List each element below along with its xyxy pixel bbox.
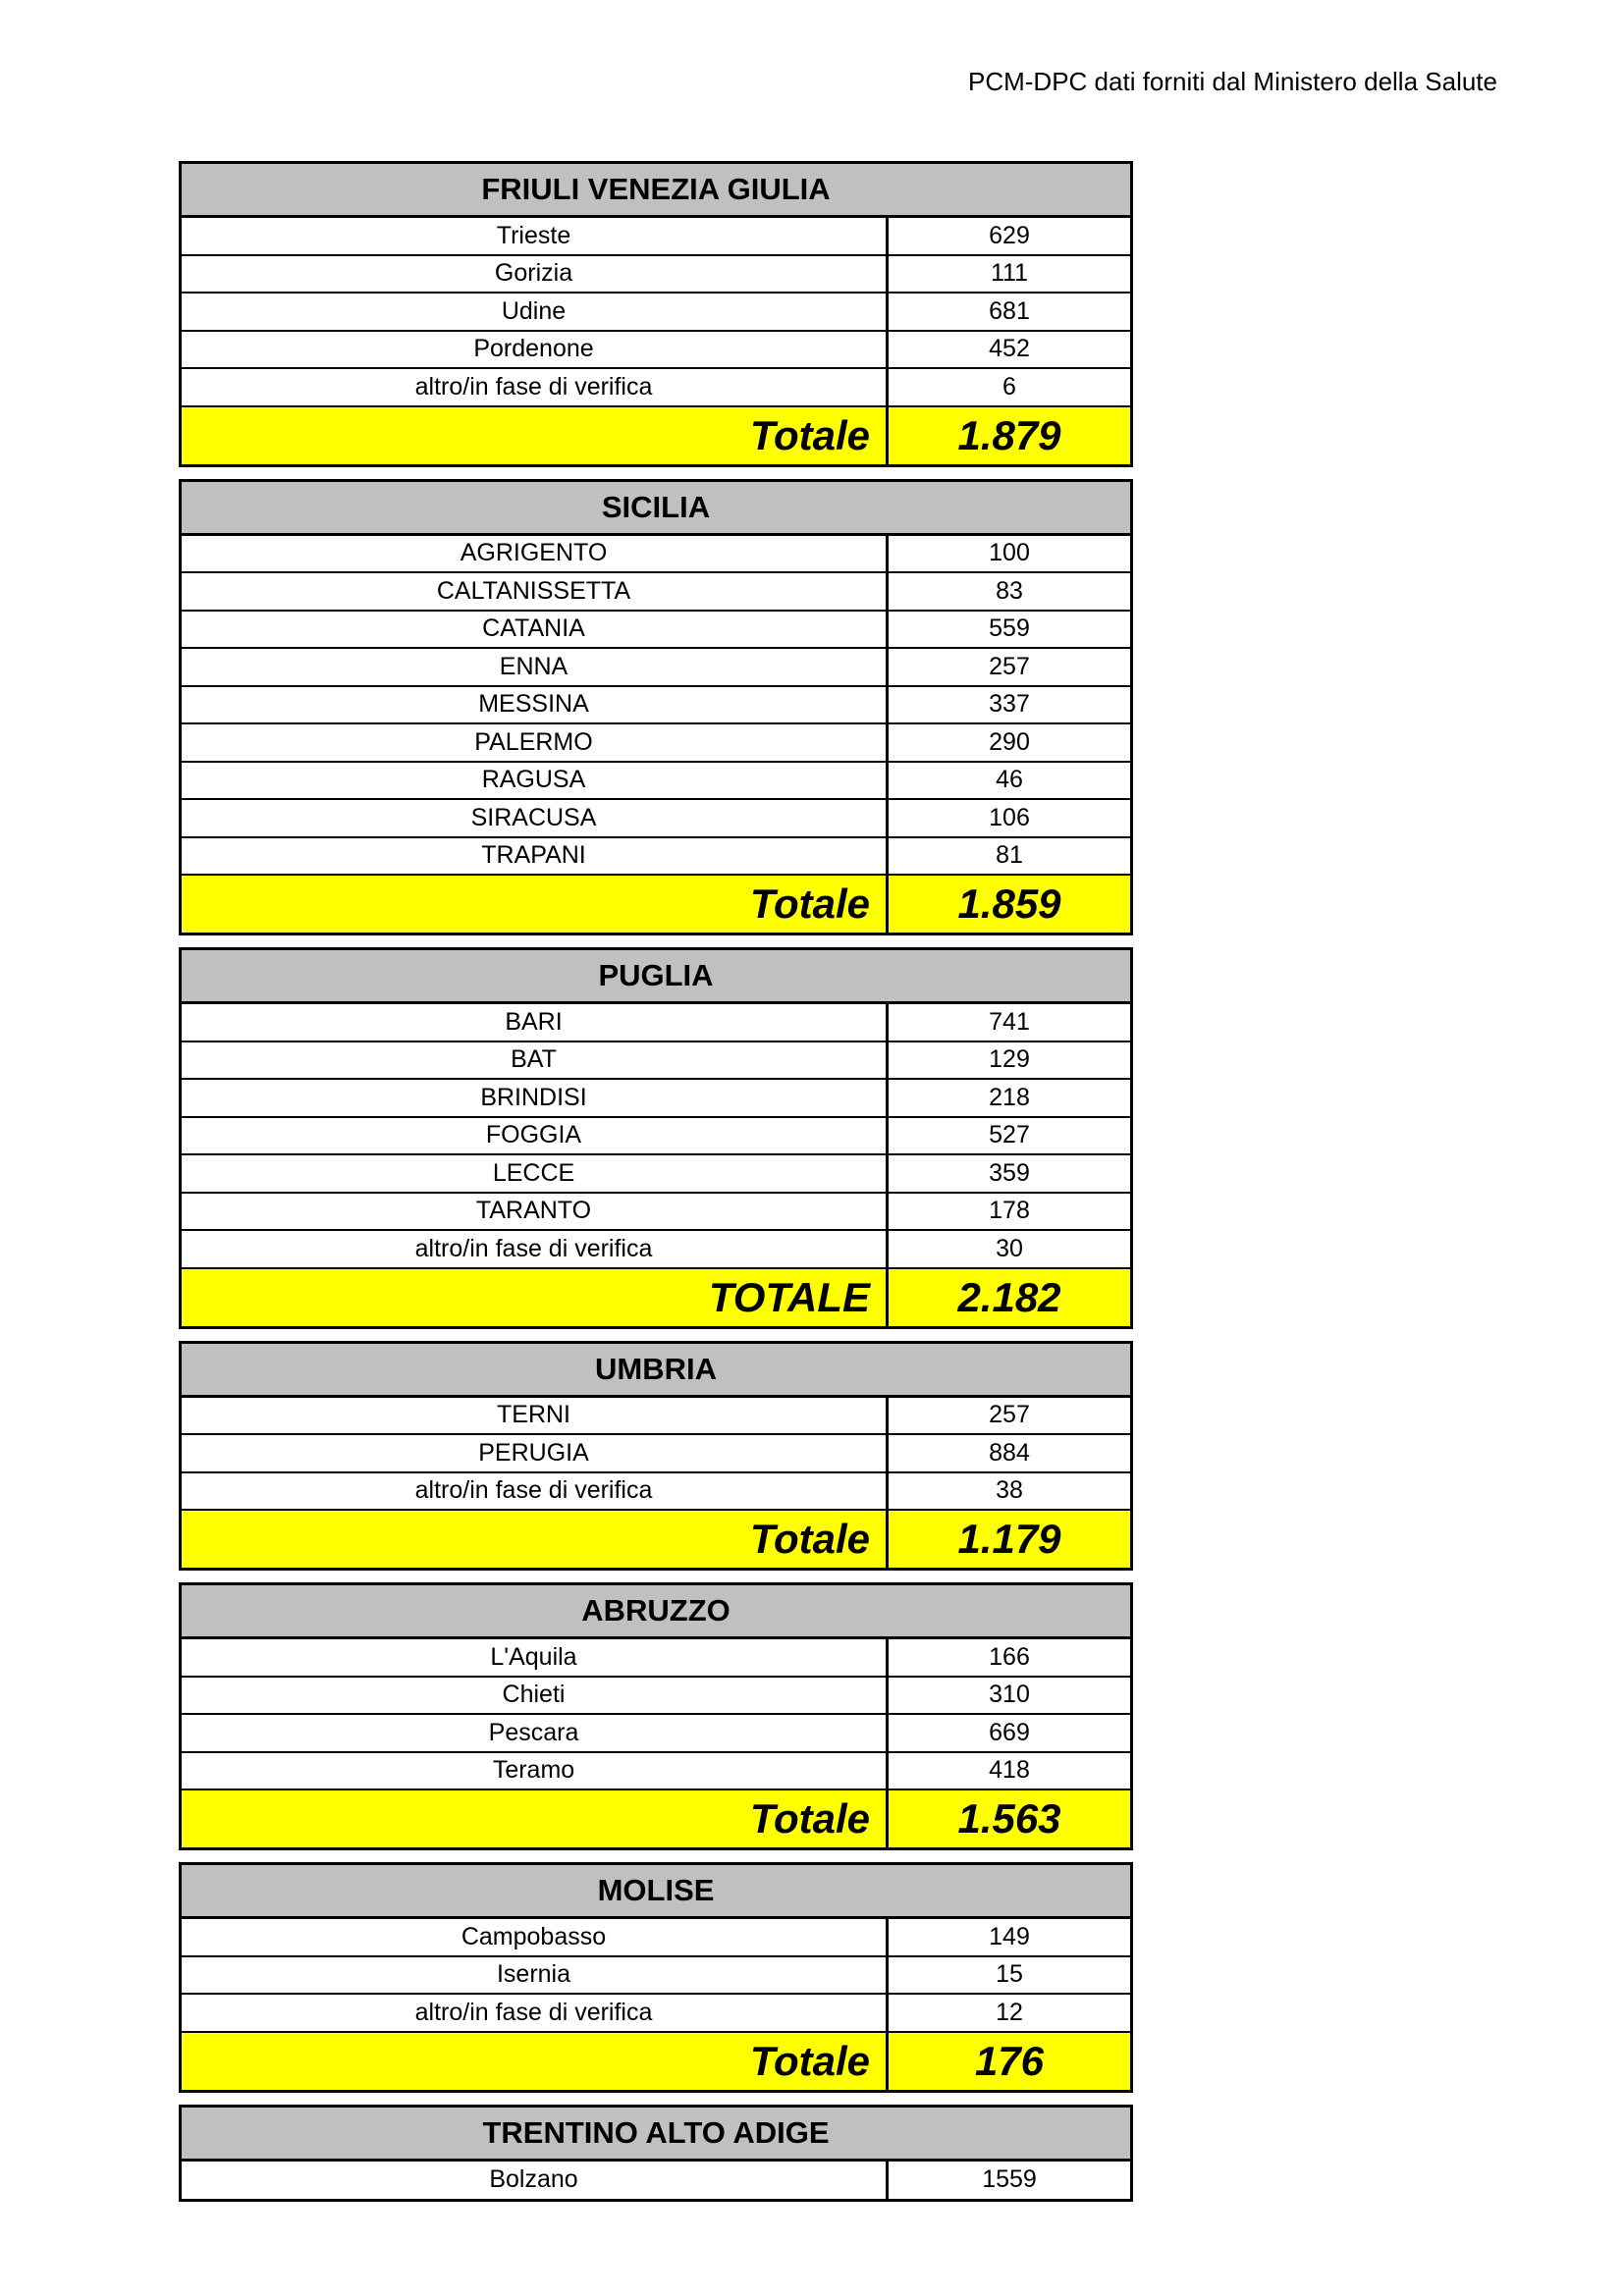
province-name: PALERMO (182, 724, 889, 761)
province-name: BRINDISI (182, 1080, 889, 1116)
table-row (182, 800, 1130, 838)
table-row (182, 1995, 1130, 2033)
case-count: 15 (996, 1960, 1023, 1989)
total-label: Totale (182, 407, 889, 464)
region-title: MOLISE (182, 1865, 1130, 1919)
case-count: 359 (989, 1158, 1030, 1187)
table-row (182, 1957, 1130, 1996)
case-count: 149 (989, 1922, 1030, 1950)
table-row (182, 294, 1130, 332)
total-row (182, 1790, 1130, 1847)
province-name: TERNI (182, 1398, 889, 1434)
table-row (182, 838, 1130, 877)
total-value: 1.859 (957, 881, 1061, 927)
case-count: 1559 (982, 2165, 1037, 2194)
total-value: 176 (974, 2037, 1045, 2084)
table-row (182, 1398, 1130, 1436)
case-count: 257 (989, 652, 1030, 680)
province-name: CATANIA (182, 612, 889, 648)
case-count: 741 (989, 1007, 1030, 1036)
province-name: PERUGIA (182, 1435, 889, 1471)
table-row (182, 1194, 1130, 1232)
case-count: 629 (989, 221, 1030, 249)
province-name: ENNA (182, 649, 889, 685)
region-table (179, 161, 1133, 467)
region-table (179, 1862, 1133, 2093)
case-count: 83 (996, 576, 1023, 605)
table-row (182, 1004, 1130, 1042)
case-count: 218 (989, 1083, 1030, 1111)
province-name: BARI (182, 1004, 889, 1041)
table-row (182, 649, 1130, 687)
total-row (182, 876, 1130, 933)
total-value: 1.879 (957, 411, 1061, 458)
province-name: TRAPANI (182, 838, 889, 875)
case-count: 418 (989, 1756, 1030, 1785)
table-row (182, 1231, 1130, 1269)
table-row (182, 687, 1130, 725)
province-name: Isernia (182, 1957, 889, 1994)
province-name: RAGUSA (182, 763, 889, 799)
case-count: 337 (989, 690, 1030, 719)
province-name: FOGGIA (182, 1118, 889, 1154)
case-count: 178 (989, 1197, 1030, 1225)
province-name: MESSINA (182, 687, 889, 723)
province-name: Gorizia (182, 256, 889, 293)
table-row (182, 369, 1130, 407)
case-count: 106 (989, 803, 1030, 831)
region-title: FRIULI VENEZIA GIULIA (182, 164, 1130, 218)
case-count: 310 (989, 1681, 1030, 1709)
region-table (179, 479, 1133, 936)
table-row (182, 1678, 1130, 1716)
case-count: 46 (996, 766, 1023, 794)
case-count: 669 (989, 1718, 1030, 1746)
case-count: 452 (989, 335, 1030, 363)
table-row (182, 1919, 1130, 1957)
province-name: SIRACUSA (182, 800, 889, 836)
case-count: 166 (989, 1642, 1030, 1671)
case-count: 12 (996, 1998, 1023, 2026)
total-row (182, 1269, 1130, 1326)
case-count: 30 (996, 1234, 1023, 1262)
total-label: Totale (182, 876, 889, 933)
table-row (182, 2162, 1130, 2200)
table-row (182, 573, 1130, 612)
table-row (182, 1042, 1130, 1081)
case-count: 527 (989, 1121, 1030, 1149)
province-name: AGRIGENTO (182, 536, 889, 572)
case-count: 111 (990, 259, 1028, 288)
region-table (179, 1341, 1133, 1572)
source-note: PCM-DPC dati forniti dal Ministero della Salute (968, 67, 1497, 96)
table-row (182, 1753, 1130, 1791)
region-table (179, 2105, 1133, 2203)
total-label: TOTALE (182, 1269, 889, 1326)
table-row (182, 724, 1130, 763)
table-row (182, 763, 1130, 801)
province-name: Bolzano (182, 2162, 889, 2200)
province-name: Chieti (182, 1678, 889, 1714)
province-name: Pordenone (182, 332, 889, 368)
total-value: 1.563 (957, 1795, 1061, 1842)
province-name: altro/in fase di verifica (182, 1995, 889, 2031)
province-name: L'Aquila (182, 1639, 889, 1676)
total-label: Totale (182, 1790, 889, 1847)
table-row (182, 256, 1130, 294)
total-label: Totale (182, 1511, 889, 1568)
region-title: UMBRIA (182, 1344, 1130, 1398)
province-name: LECCE (182, 1155, 889, 1192)
case-count: 681 (989, 296, 1030, 325)
case-count: 6 (1002, 372, 1016, 400)
case-count: 81 (996, 841, 1023, 870)
province-name: altro/in fase di verifica (182, 369, 889, 405)
region-table (179, 947, 1133, 1329)
province-name: altro/in fase di verifica (182, 1473, 889, 1510)
total-row (182, 407, 1130, 464)
table-row (182, 1473, 1130, 1512)
table-row (182, 1080, 1130, 1118)
table-row (182, 612, 1130, 650)
province-name: Campobasso (182, 1919, 889, 1955)
table-row (182, 1435, 1130, 1473)
region-table (179, 1582, 1133, 1850)
total-value: 2.182 (957, 1273, 1061, 1320)
table-row (182, 536, 1130, 574)
province-name: CALTANISSETTA (182, 573, 889, 610)
total-label: Totale (182, 2033, 889, 2090)
total-row (182, 1511, 1130, 1568)
table-row (182, 332, 1130, 370)
region-title: PUGLIA (182, 950, 1130, 1004)
case-count: 129 (989, 1045, 1030, 1074)
region-title: SICILIA (182, 482, 1130, 536)
table-row (182, 1155, 1130, 1194)
province-name: TARANTO (182, 1194, 889, 1230)
case-count: 257 (989, 1401, 1030, 1429)
total-value: 1.179 (957, 1516, 1061, 1562)
region-title: TRENTINO ALTO ADIGE (182, 2108, 1130, 2162)
total-row (182, 2033, 1130, 2090)
province-name: Teramo (182, 1753, 889, 1789)
province-name: Udine (182, 294, 889, 330)
province-name: Pescara (182, 1715, 889, 1751)
case-count: 559 (989, 614, 1030, 643)
region-title: ABRUZZO (182, 1585, 1130, 1639)
case-count: 884 (989, 1438, 1030, 1467)
table-row (182, 1118, 1130, 1156)
table-row (182, 1639, 1130, 1678)
province-name: BAT (182, 1042, 889, 1079)
case-count: 38 (996, 1476, 1023, 1505)
regions-container (179, 161, 1133, 2214)
case-count: 100 (989, 539, 1030, 567)
table-row (182, 218, 1130, 256)
table-row (182, 1715, 1130, 1753)
case-count: 290 (989, 727, 1030, 756)
province-name: Trieste (182, 218, 889, 254)
province-name: altro/in fase di verifica (182, 1231, 889, 1267)
